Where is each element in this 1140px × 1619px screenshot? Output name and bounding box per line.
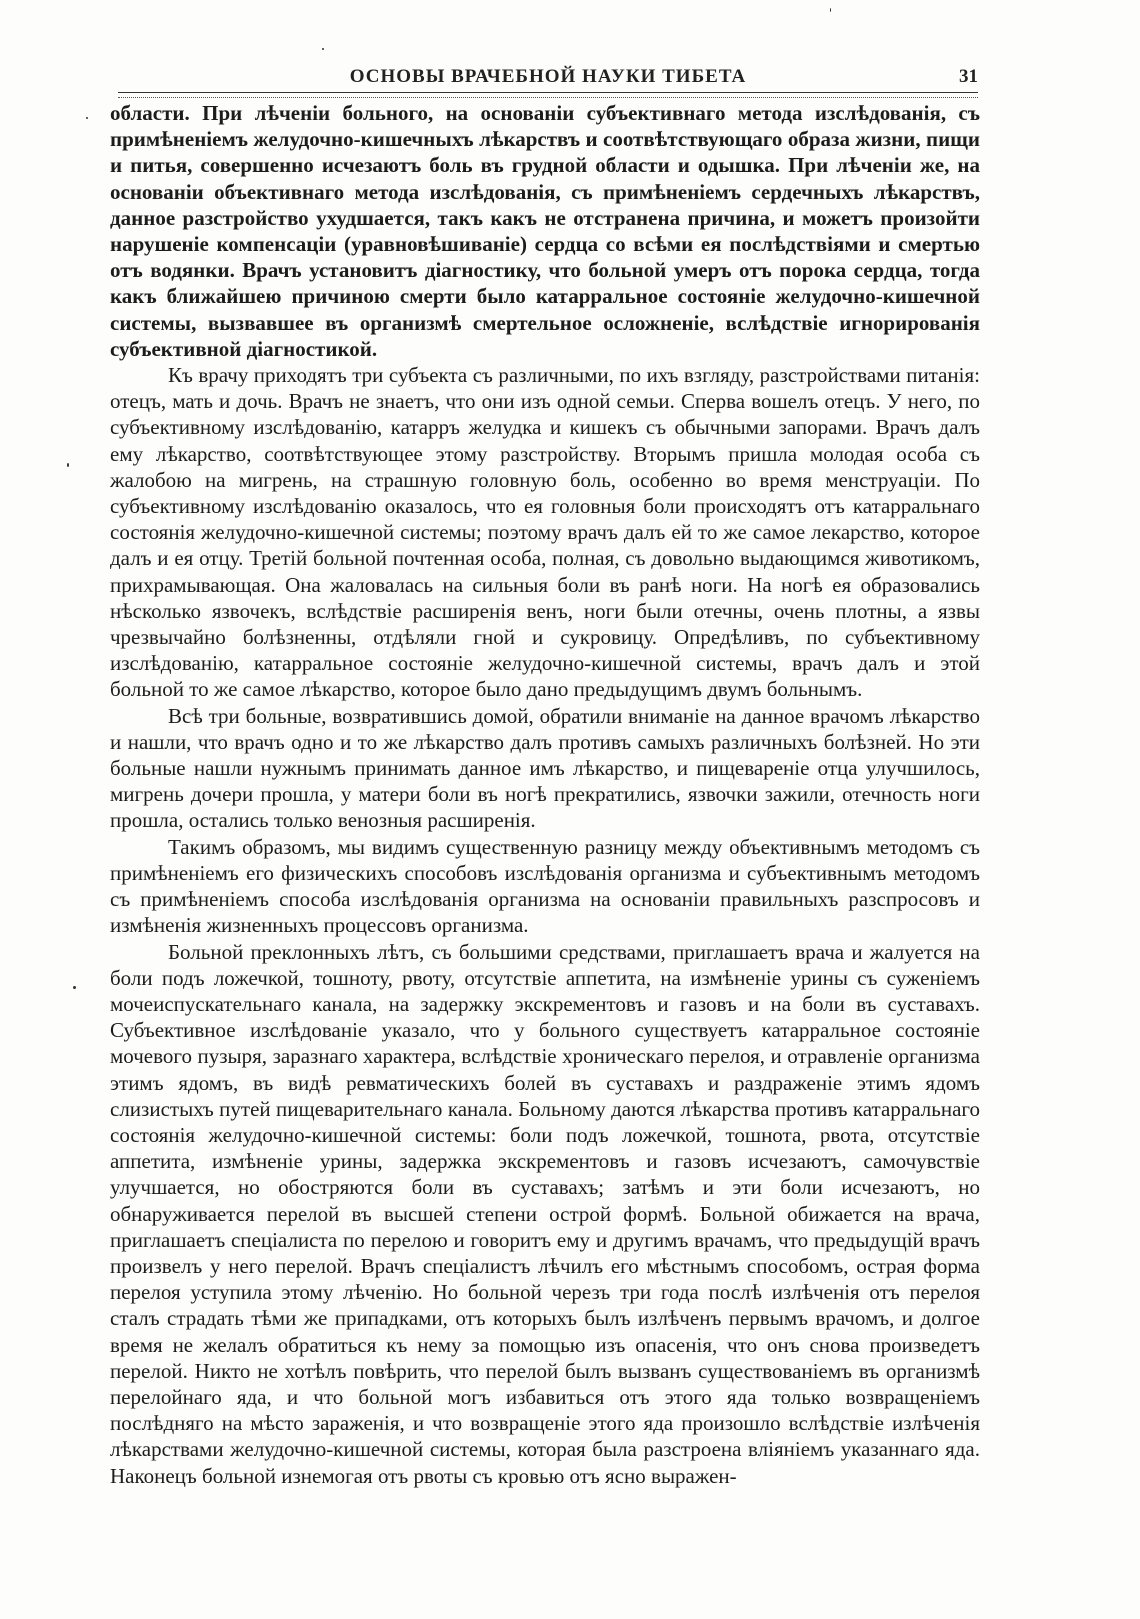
running-title: ОСНОВЫ ВРАЧЕБНОЙ НАУКИ ТИБЕТА — [349, 66, 747, 87]
scan-speck — [86, 117, 88, 119]
paragraph-1: области. При лѣченіи больного, на основаніи субъективнаго метода изслѣдованія, съ примѣненіемъ желудочно-кишечныхъ лѣкарствъ и соотвѣтствующаго образа жизни, пищи и питья, совершенно исчезаютъ боль въ грудной области и одышка. При лѣченіи же, на основаніи объективнаго метода изслѣдованія, съ примѣненіемъ сердечныхъ лѣкарствъ, данное разстройство ухудшается, такъ какъ не отстранена причина, и можетъ произойти нарушеніе компенсаціи (уравновѣшиваніе) сердца со всѣми ея послѣдствіями и смертью отъ водянки. Врачъ установитъ діагностику, что больной умеръ отъ порока сердца, тогда какъ ближайшею причиною смерти было катарральное состояніе желудочно-кишечной системы, вызвавшее въ организмѣ смертельное осложненіе, вслѣдствіе игнорированія субъективной діагностикой. — [110, 101, 980, 361]
paragraph-2: Къ врачу приходятъ три субъекта съ различными, по ихъ взгляду, разстройствами питанія: отецъ, мать и дочь. Врачъ не знаетъ, что они изъ одной семьи. Сперва вошелъ отецъ. У него, по субъективному изслѣдованію, катарръ желудка и кишекъ съ обычными запорами. Врачъ далъ ему лѣкарство, соотвѣтствующее этому разстройству. Вторымъ пришла молодая особа съ жалобою на мигрень, на страшную головную боль, особенно во время менструаціи. По субъективному изслѣдованію оказалось, что ея головныя боли происходятъ отъ катарральнаго состоянія желудочно-кишечной системы; поэтому врачъ далъ ей то же самое лекарство, которое далъ и ея отцу. Третій больной почтенная особа, полная, съ довольно выдающимся животикомъ, прихрамывающая. Она жаловалась на сильныя боли въ ранѣ ноги. На ногѣ ея образовались нѣсколько язвочекъ, вслѣдствіе расширенія венъ, ноги были отечны, очень плотны, а язвы чрезвычайно болѣзненны, отдѣляли гной и сукровицу. Опредѣливъ, по субъективному изслѣдованію, катарральное состояніе желудочно-кишечной системы, врачъ далъ и этой больной то же самое лѣкарство, которое было дано предыдущимъ двумъ больнымъ. — [110, 363, 980, 702]
scan-speck — [73, 986, 76, 989]
page-header — [118, 66, 978, 94]
paragraph-4: Такимъ образомъ, мы видимъ существенную разницу между объективнымъ методомъ съ примѣненіемъ его физическихъ способовъ изслѣдованія организма и субъективнымъ методомъ съ примѣненіемъ способа изслѣдованія организма на основаніи правильныхъ разспросовъ и измѣненія жизненныхъ процессовъ организма. — [110, 834, 980, 938]
header-rule — [118, 92, 978, 98]
paragraph-3: Всѣ три больные, возвратившись домой, обратили вниманіе на данное врачомъ лѣкарство и нашли, что врачъ одно и то же лѣкарство далъ противъ самыхъ различныхъ болѣзней. Но эти больные нашли нужнымъ принимать данное имъ лѣкарство, и пищевареніе отца улучшилось, мигрень дочери прошла, у матери боли въ ногѣ прекратились, язвочки зажили, отечность ноги прошла, остались только венозныя расширенія. — [110, 703, 980, 833]
page-number: 31 — [959, 66, 978, 87]
body-text — [110, 100, 980, 1489]
paragraph-5: Больной преклонныхъ лѣтъ, съ большими средствами, приглашаетъ врача и жалуется на боли подъ ложечкой, тошноту, рвоту, отсутствіе аппетита, на измѣненіе урины съ суженіемъ мочеиспускательнаго канала, на задержку экскрементовъ и газовъ и на боли въ суставахъ. Субъективное изслѣдованіе указало, что у больного существуетъ катарральное состояніе мочевого пузыря, заразнаго характера, вслѣдствіе хроническаго перелоя, и отравленіе организма этимъ ядомъ, въ видѣ ревматическихъ болей въ суставахъ и раздраженіе этимъ ядомъ слизистыхъ путей пищеварительнаго канала. Больному даются лѣкарства противъ катарральнаго состоянія желудочно-кишечной системы: боли подъ ложечкой, тошнота, рвота, отсутствіе аппетита, измѣненіе урины, задержка экскрементовъ и газовъ исчезаютъ, самочувствіе улучшается, но обостряются боли въ суставахъ; затѣмъ и эти боли исчезаютъ, но обнаруживается перелой въ высшей степени острой формѣ. Больной обижается на врача, приглашаетъ спеціалиста по перелою и говоритъ ему и другимъ врачамъ, что предыдущій врачъ произвелъ у него перелой. Врачъ спеціалистъ лѣчилъ его мѣстнымъ способомъ, острая форма перелоя уступила этому лѣченію. Но больной черезъ три года послѣ излѣченія отъ перелоя сталъ страдать тѣми же припадками, отъ которыхъ былъ излѣченъ первымъ врачомъ, и долгое время не желалъ обратиться къ нему за помощью изъ опасенія, что онъ снова произведетъ перелой. Никто не хотѣлъ повѣрить, что перелой былъ вызванъ существованіемъ въ организмѣ перелойнаго яда, и что больной могъ избавиться отъ этого яда только возвращеніемъ послѣдняго на мѣсто зараженія, и что возвращеніе этого яда произошло вслѣдствіе излѣченія лѣкарствами желудочно-кишечной системы, которая была разстроена вліяніемъ указаннаго яда. Наконецъ больной изнемогая отъ рвоты съ кровью отъ ясно выражен- — [110, 939, 980, 1488]
scan-speck — [322, 48, 324, 50]
scan-speck — [67, 463, 69, 467]
scan-speck — [830, 8, 831, 12]
